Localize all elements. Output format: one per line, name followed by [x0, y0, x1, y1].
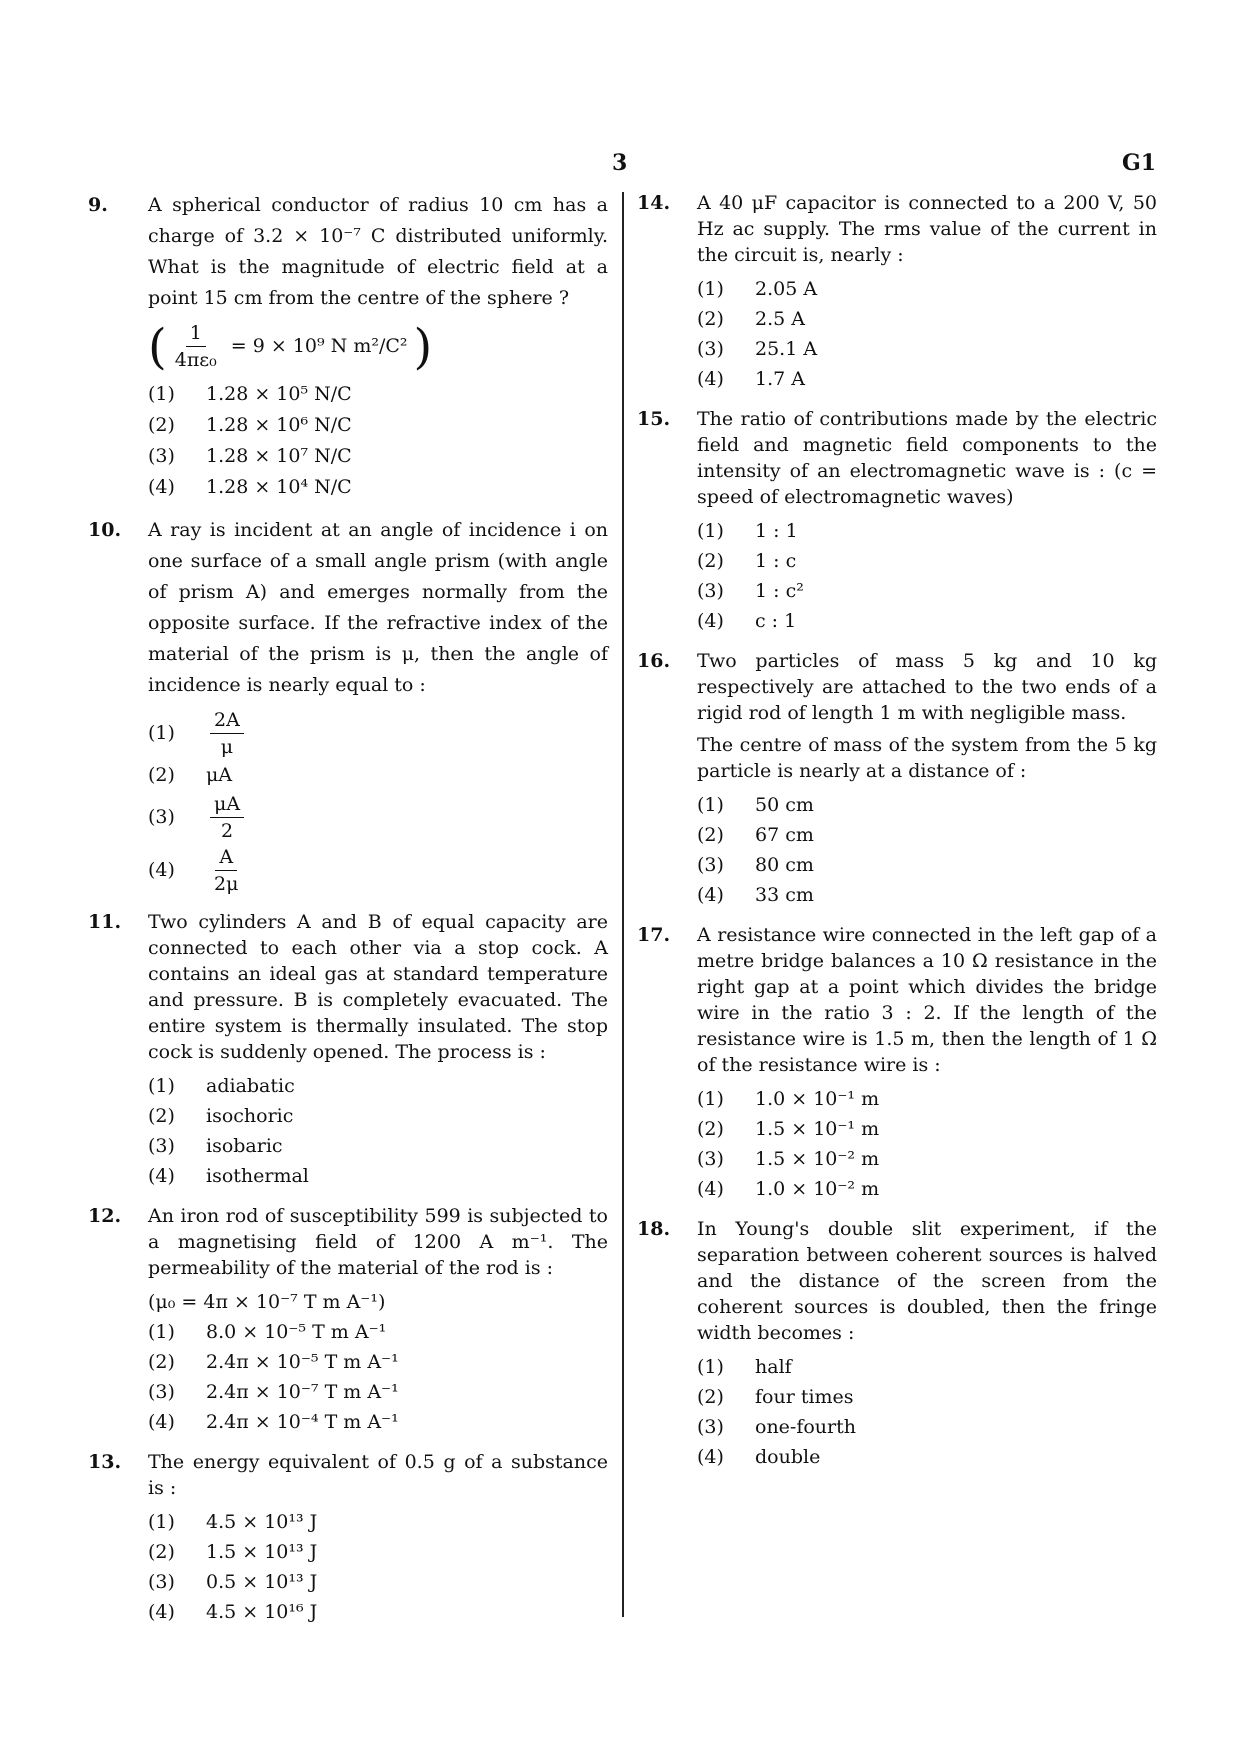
option-text: 1.28 × 10⁷ N/C — [206, 445, 352, 467]
question-13 — [88, 1449, 608, 1627]
option-label: (2) — [697, 824, 724, 846]
option-4[interactable] — [148, 1597, 608, 1627]
option-1[interactable] — [697, 1352, 1157, 1382]
question-text: An iron rod of susceptibility 599 is subjected to a magnetising field of 1200 A m⁻¹. The permeability of the material of the rod is : — [148, 1205, 608, 1279]
option-3[interactable] — [697, 1412, 1157, 1442]
question-text: The energy equivalent of 0.5 g of a substance is : — [148, 1451, 608, 1499]
option-label: (1) — [697, 520, 724, 542]
option-3[interactable] — [148, 1377, 608, 1407]
question-text: Two cylinders A and B of equal capacity are connected to each other via a stop cock. A contains an ideal gas at standard temperature and pressure. B is completely evacuated. The entire system is thermally insulated. The stop cock is suddenly opened. The process is : — [148, 911, 608, 1063]
question-number: 18. — [637, 1218, 671, 1240]
option-text: 1.28 × 10⁵ N/C — [206, 383, 352, 405]
option-3[interactable] — [697, 576, 1157, 606]
option-label: (1) — [148, 722, 175, 744]
option-label: (2) — [148, 1105, 175, 1127]
question-number: 16. — [637, 650, 671, 672]
option-text: 4.5 × 10¹⁶ J — [206, 1601, 318, 1623]
option-text: 0.5 × 10¹³ J — [206, 1571, 318, 1593]
question-number: 14. — [637, 192, 671, 214]
question-text: A ray is incident at an angle of incidence i on one surface of a small angle prism (with angle of prism A) and emerges normally from the opposite surface. If the refractive index of the material of the prism is μ, then the angle of incidence is nearly equal to : — [148, 519, 608, 696]
option-4[interactable] — [697, 1174, 1157, 1204]
option-text: 67 cm — [755, 824, 814, 846]
option-text: four times — [755, 1386, 854, 1408]
given-denominator: 4πε₀ — [174, 349, 217, 371]
question-number: 11. — [88, 911, 122, 933]
page-number: 3 — [612, 150, 628, 176]
question-12 — [88, 1203, 608, 1437]
option-text: 1.0 × 10⁻¹ m — [755, 1088, 880, 1110]
fraction-denominator: 2μ — [214, 873, 239, 895]
fraction-numerator: A — [215, 844, 237, 871]
left-column — [88, 190, 608, 1639]
question-10 — [88, 515, 608, 897]
question-text: In Young's double slit experiment, if the separation between coherent sources is halved and the distance of the screen from the coherent sources is doubled, then the fringe width becomes : — [697, 1218, 1157, 1344]
option-1[interactable] — [697, 790, 1157, 820]
fraction-numerator: μA — [210, 791, 244, 818]
option-text: 25.1 A — [755, 338, 818, 360]
option-text: 1.28 × 10⁶ N/C — [206, 414, 352, 436]
fraction-denominator: μ — [220, 736, 234, 758]
option-1[interactable] — [148, 1507, 608, 1537]
given-constant: ( $\frac{1}{\text{4πε₀}}$ = 9 × 10⁹ N m²/C² ) — [148, 318, 433, 375]
option-1[interactable] — [697, 274, 1157, 304]
question-text: The ratio of contributions made by the electric field and magnetic field components to the intensity of an electromagnetic wave is : (c = speed of electromagnetic waves) — [697, 408, 1157, 508]
option-fraction — [210, 791, 244, 844]
option-4[interactable] — [148, 1161, 608, 1191]
option-text: 50 cm — [755, 794, 814, 816]
option-text: 2.5 A — [755, 308, 805, 330]
option-label: (4) — [148, 859, 175, 881]
question-9 — [88, 190, 608, 503]
option-3[interactable] — [697, 1144, 1157, 1174]
option-label: (4) — [697, 368, 724, 390]
option-4[interactable] — [697, 880, 1157, 910]
option-text: 1.5 × 10⁻² m — [755, 1148, 880, 1170]
paper-code: G1 — [1122, 150, 1157, 176]
option-2[interactable] — [697, 546, 1157, 576]
option-text: 33 cm — [755, 884, 814, 906]
column-divider — [622, 192, 624, 1617]
question-number: 12. — [88, 1205, 122, 1227]
option-label: (4) — [148, 476, 175, 498]
option-label: (2) — [697, 1118, 724, 1140]
option-label: (3) — [697, 1148, 724, 1170]
question-11 — [88, 909, 608, 1191]
option-text: μA — [206, 764, 233, 786]
option-label: (1) — [697, 1356, 724, 1378]
option-label: (3) — [697, 854, 724, 876]
option-3[interactable] — [148, 1131, 608, 1161]
option-label: (1) — [148, 1075, 175, 1097]
option-4[interactable] — [697, 364, 1157, 394]
question-14 — [637, 190, 1157, 394]
question-number: 15. — [637, 408, 671, 430]
option-text: 80 cm — [755, 854, 814, 876]
option-label: (1) — [697, 278, 724, 300]
option-label: (4) — [148, 1601, 175, 1623]
option-label: (2) — [697, 550, 724, 572]
option-label: (2) — [148, 1541, 175, 1563]
option-4[interactable] — [148, 844, 608, 897]
option-label: (2) — [148, 414, 175, 436]
option-label: (1) — [697, 1088, 724, 1110]
option-2[interactable] — [148, 1347, 608, 1377]
option-text: 2.4π × 10⁻⁵ T m A⁻¹ — [206, 1351, 399, 1373]
option-text: one-fourth — [755, 1416, 857, 1438]
option-label: (1) — [148, 1511, 175, 1533]
option-2[interactable] — [148, 1101, 608, 1131]
option-label: (4) — [148, 1411, 175, 1433]
option-1[interactable] — [697, 1084, 1157, 1114]
option-3[interactable] — [148, 1567, 608, 1597]
option-4[interactable] — [697, 606, 1157, 636]
option-label: (3) — [148, 806, 175, 828]
option-1[interactable] — [148, 1317, 608, 1347]
option-label: (3) — [697, 580, 724, 602]
option-2[interactable] — [148, 1537, 608, 1567]
option-3[interactable] — [697, 334, 1157, 364]
option-text: c : 1 — [755, 610, 797, 632]
option-3[interactable] — [148, 791, 608, 844]
option-1[interactable] — [148, 379, 608, 410]
option-label: (2) — [148, 1351, 175, 1373]
question-number: 9. — [88, 194, 108, 216]
option-label: (4) — [697, 1446, 724, 1468]
option-2[interactable] — [697, 820, 1157, 850]
fraction-denominator: 2 — [220, 820, 234, 842]
option-4[interactable] — [148, 472, 608, 503]
option-label: (1) — [697, 794, 724, 816]
option-label: (2) — [697, 308, 724, 330]
fraction-numerator: 2A — [210, 707, 244, 734]
option-label: (4) — [148, 1165, 175, 1187]
option-label: (3) — [697, 1416, 724, 1438]
option-4[interactable] — [697, 1442, 1157, 1472]
option-label: (3) — [148, 445, 175, 467]
question-text-continued: The centre of mass of the system from the 5 kg particle is nearly at a distance of : — [697, 734, 1157, 782]
option-4[interactable] — [148, 1407, 608, 1437]
option-3[interactable] — [148, 441, 608, 472]
option-label: (4) — [697, 884, 724, 906]
question-16 — [637, 648, 1157, 910]
question-number: 13. — [88, 1451, 122, 1473]
option-text: 1.7 A — [755, 368, 805, 390]
option-label: (3) — [148, 1571, 175, 1593]
option-2[interactable] — [697, 1114, 1157, 1144]
option-2[interactable] — [148, 760, 608, 791]
option-text: isothermal — [206, 1165, 309, 1187]
option-text: 2.4π × 10⁻⁴ T m A⁻¹ — [206, 1411, 399, 1433]
option-text: 1 : c — [755, 550, 797, 572]
option-text: double — [755, 1446, 821, 1468]
question-text: A spherical conductor of radius 10 cm has a charge of 3.2 × 10⁻⁷ C distributed uniformly. What is the magnitude of electric field at a point 15 cm from the centre of the sphere ? — [148, 194, 608, 309]
option-label: (2) — [697, 1386, 724, 1408]
question-18 — [637, 1216, 1157, 1472]
given-rest: = 9 × 10⁹ N m²/C² — [230, 335, 408, 357]
option-1[interactable] — [148, 1071, 608, 1101]
option-fraction — [210, 707, 244, 760]
option-text: 1.5 × 10¹³ J — [206, 1541, 318, 1563]
option-3[interactable] — [697, 850, 1157, 880]
option-label: (3) — [148, 1135, 175, 1157]
option-2[interactable] — [148, 410, 608, 441]
option-label: (1) — [148, 383, 175, 405]
option-fraction — [210, 844, 242, 897]
given-line: (μ₀ = 4π × 10⁻⁷ T m A⁻¹) — [148, 1291, 386, 1313]
option-label: (4) — [697, 1178, 724, 1200]
option-text: 8.0 × 10⁻⁵ T m A⁻¹ — [206, 1321, 387, 1343]
option-label: (4) — [697, 610, 724, 632]
option-text: 1.0 × 10⁻² m — [755, 1178, 880, 1200]
question-text: A resistance wire connected in the left gap of a metre bridge balances a 10 Ω resistance in the right gap at a point which divides the bridge wire in the ratio 3 : 2. If the length of the resistance wire is 1.5 m, then the length of 1 Ω of the resistance wire is : — [697, 924, 1157, 1076]
option-text: isobaric — [206, 1135, 283, 1157]
option-label: (1) — [148, 1321, 175, 1343]
right-column — [637, 190, 1157, 1484]
option-text: 1.28 × 10⁴ N/C — [206, 476, 352, 498]
question-text: Two particles of mass 5 kg and 10 kg respectively are attached to the two ends of a rigid rod of length 1 m with negligible mass. — [697, 650, 1157, 724]
question-number: 17. — [637, 924, 671, 946]
option-text: 4.5 × 10¹³ J — [206, 1511, 318, 1533]
question-number: 10. — [88, 519, 122, 541]
option-text: 1 : 1 — [755, 520, 798, 542]
question-text: A 40 μF capacitor is connected to a 200 V, 50 Hz ac supply. The rms value of the current in the circuit is, nearly : — [697, 192, 1157, 266]
option-text: adiabatic — [206, 1075, 295, 1097]
option-label: (3) — [148, 1381, 175, 1403]
given-numerator: 1 — [186, 320, 206, 347]
question-15 — [637, 406, 1157, 636]
question-17 — [637, 922, 1157, 1204]
option-text: 1 : c² — [755, 580, 804, 602]
given-permeability — [148, 1287, 608, 1317]
option-label: (3) — [697, 338, 724, 360]
option-text: 2.05 A — [755, 278, 818, 300]
option-text: 1.5 × 10⁻¹ m — [755, 1118, 880, 1140]
option-text: 2.4π × 10⁻⁷ T m A⁻¹ — [206, 1381, 399, 1403]
option-1[interactable] — [148, 707, 608, 760]
option-text: half — [755, 1356, 792, 1378]
option-label: (2) — [148, 764, 175, 786]
option-2[interactable] — [697, 304, 1157, 334]
option-2[interactable] — [697, 1382, 1157, 1412]
option-text: isochoric — [206, 1105, 294, 1127]
option-1[interactable] — [697, 516, 1157, 546]
